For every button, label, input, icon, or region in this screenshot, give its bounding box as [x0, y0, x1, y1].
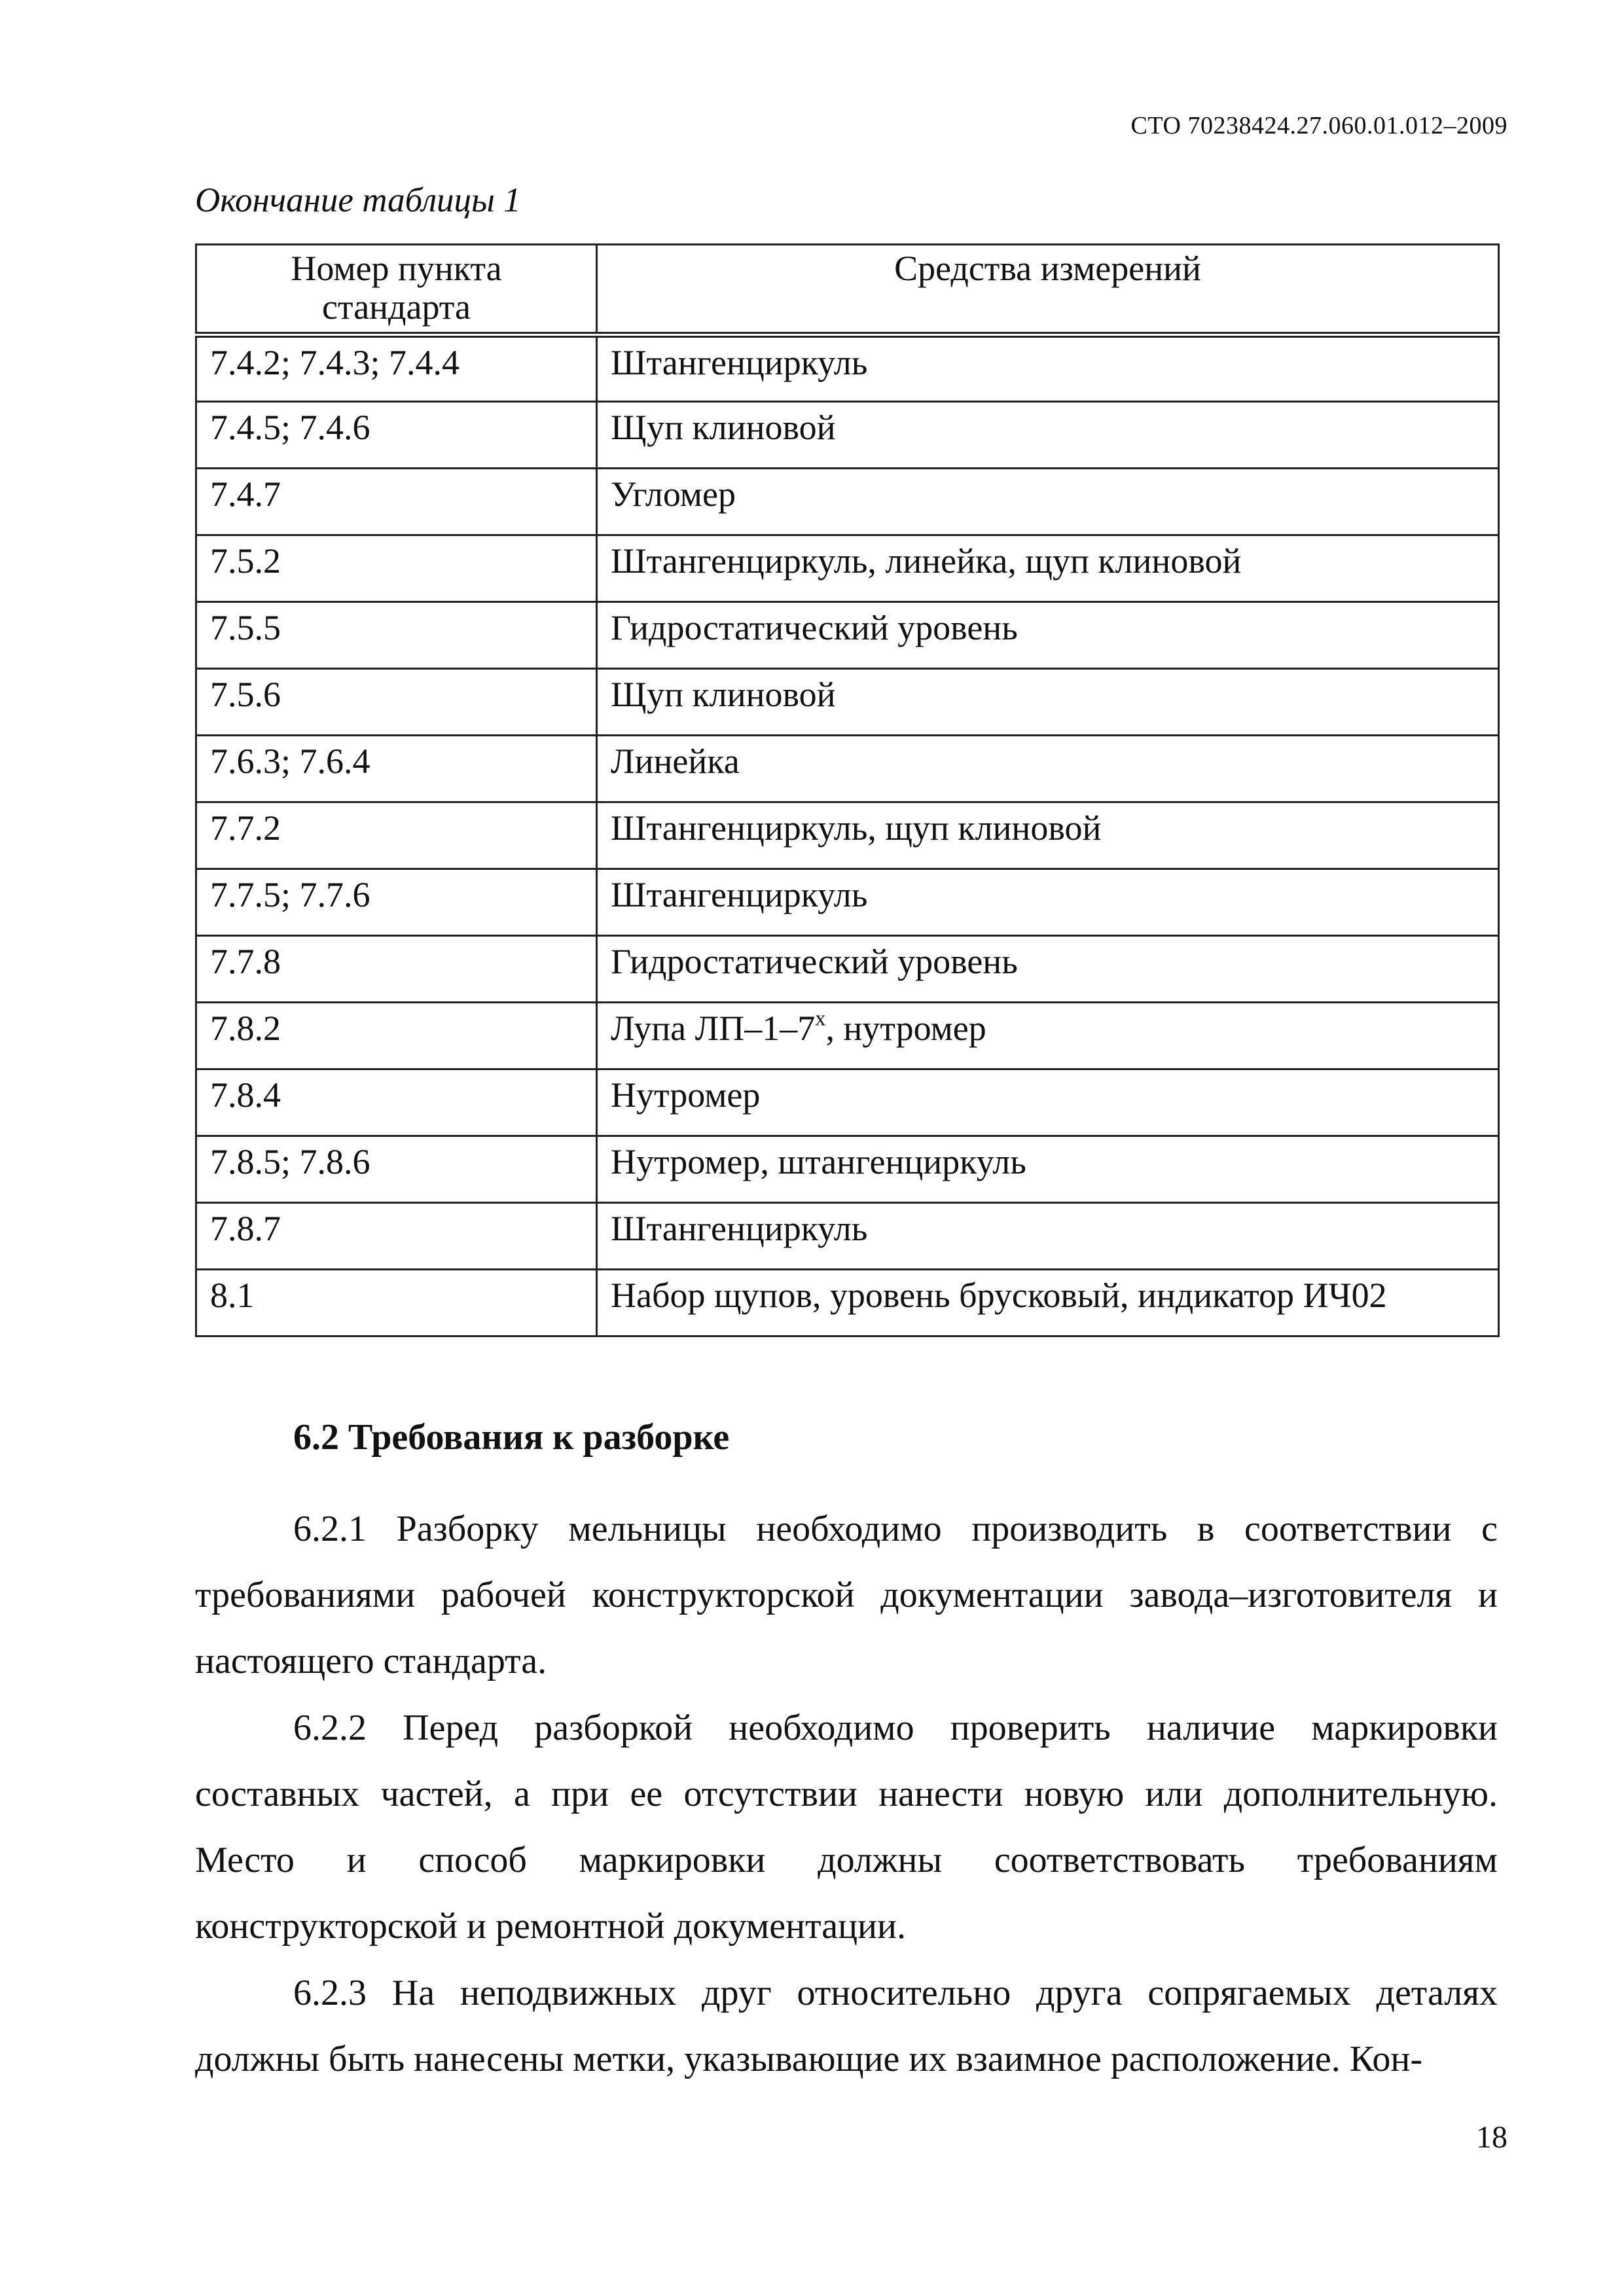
table-row: [196, 535, 1499, 602]
instrument-cell: Набор щупов, уровень брусковый, индикатор ИЧ02: [597, 1270, 1499, 1336]
instrument-cell: Штангенциркуль: [597, 335, 1499, 402]
instrument-cell: Штангенциркуль, линейка, щуп клиновой: [597, 535, 1499, 602]
instrument-cell: Угломер: [597, 469, 1499, 535]
table-row: [196, 936, 1499, 1003]
paragraph-6-2-1: 6.2.1 Разборку мельницы необходимо производить в соответствии с требованиями рабочей конструкторской документации завода–изготовителя и настоящего стандарта.: [195, 1509, 1498, 1681]
clause-cell: 7.7.5; 7.7.6: [196, 869, 597, 936]
clause-cell: 7.5.5: [196, 602, 597, 669]
page-number: 18: [1476, 2120, 1507, 2155]
column-header-clause: Номер пункта стандарта: [196, 245, 597, 335]
table-row: [196, 1270, 1499, 1336]
instrument-text: Лупа ЛП–1–7: [611, 1009, 816, 1048]
table-row: [196, 869, 1499, 936]
clause-cell: 7.6.3; 7.6.4: [196, 736, 597, 802]
table-row: [196, 1203, 1499, 1270]
clause-cell: 7.8.7: [196, 1203, 597, 1270]
measurement-instruments-table: [195, 243, 1500, 1337]
table-row: [196, 402, 1499, 469]
document-code-header: СТО 70238424.27.060.01.012–2009: [1130, 112, 1507, 139]
instrument-cell: Штангенциркуль: [597, 1203, 1499, 1270]
instrument-cell: Штангенциркуль, щуп клиновой: [597, 802, 1499, 869]
column-header-instruments: Средства измерений: [597, 245, 1499, 335]
table-row: [196, 669, 1499, 736]
clause-cell: 7.8.5; 7.8.6: [196, 1136, 597, 1203]
paragraph-6-2-2: 6.2.2 Перед разборкой необходимо проверить наличие маркировки составных частей, а при ее отсутствии нанести новую или дополнительную. Место и способ маркировки должны соответствовать требованиям конструкторской и ремонтной документации.: [195, 1708, 1498, 1946]
paragraph-6-2-3: 6.2.3 На неподвижных друг относительно друга сопрягаемых деталях должны быть нанесены метки, указывающие их взаимное расположение. Кон-: [195, 1973, 1498, 2079]
clause-cell: 7.7.8: [196, 936, 597, 1003]
instrument-cell: Нутромер: [597, 1069, 1499, 1136]
clause-cell: 7.7.2: [196, 802, 597, 869]
instrument-cell: Щуп клиновой: [597, 669, 1499, 736]
instrument-cell: [597, 1003, 1499, 1069]
table-row: [196, 469, 1499, 535]
instrument-cell: Гидростатический уровень: [597, 602, 1499, 669]
table-row: [196, 736, 1499, 802]
table-row: [196, 1136, 1499, 1203]
table-row: [196, 335, 1499, 402]
table-row: [196, 1069, 1499, 1136]
clause-cell: 7.5.2: [196, 535, 597, 602]
instrument-cell: Нутромер, штангенциркуль: [597, 1136, 1499, 1203]
clause-cell: 7.8.2: [196, 1003, 597, 1069]
clause-cell: 7.4.5; 7.4.6: [196, 402, 597, 469]
table-caption: Окончание таблицы 1: [195, 181, 521, 219]
clause-cell: 7.5.6: [196, 669, 597, 736]
instrument-cell: Гидростатический уровень: [597, 936, 1499, 1003]
clause-cell: 8.1: [196, 1270, 597, 1336]
table-row: [196, 1003, 1499, 1069]
clause-cell: 7.4.7: [196, 469, 597, 535]
section-heading: 6.2 Требования к разборке: [293, 1417, 730, 1458]
superscript-mark: х: [815, 1007, 826, 1031]
clause-cell: 7.8.4: [196, 1069, 597, 1136]
instrument-text-tail: , нутромер: [825, 1009, 986, 1048]
instrument-cell: Щуп клиновой: [597, 402, 1499, 469]
instrument-cell: Линейка: [597, 736, 1499, 802]
table-header-row: [196, 245, 1499, 335]
clause-cell: 7.4.2; 7.4.3; 7.4.4: [196, 335, 597, 402]
table-row: [196, 602, 1499, 669]
table-row: [196, 802, 1499, 869]
instrument-cell: Штангенциркуль: [597, 869, 1499, 936]
